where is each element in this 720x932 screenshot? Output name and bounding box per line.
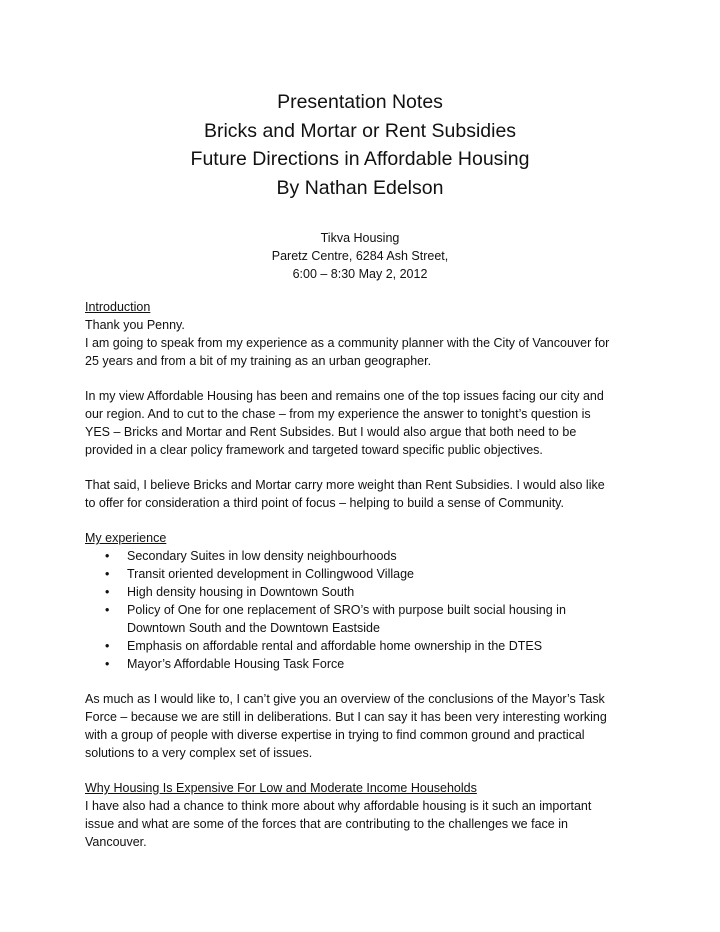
bullet-icon: • [105, 549, 110, 563]
venue-block [0, 229, 720, 283]
paragraph-line: I am going to speak from my experience as a community planner with the City of Vancouver for [85, 336, 610, 350]
title-line-4: By Nathan Edelson [276, 176, 444, 199]
bullet-icon: • [105, 657, 110, 671]
list-item-text: Policy of One for one replacement of SRO’s with purpose built social housing in [127, 603, 566, 617]
list-item [85, 655, 645, 673]
list-item [85, 565, 645, 583]
paragraph-line: Vancouver. [85, 835, 147, 849]
affordable-housing-paragraph [85, 387, 645, 459]
paragraph-line: 25 years and from a bit of my training as an urban geographer. [85, 354, 432, 368]
list-item-text: Downtown South and the Downtown Eastside [127, 621, 380, 635]
list-item [85, 547, 645, 565]
paragraph-line: Thank you Penny. [85, 318, 185, 332]
venue-time: 6:00 – 8:30 May 2, 2012 [292, 267, 428, 281]
bullet-icon: • [105, 639, 110, 653]
paragraph-line: with a group of people with diverse expertise in trying to find common ground and practical [85, 728, 585, 742]
list-item-text: Secondary Suites in low density neighbourhoods [127, 549, 397, 563]
paragraph-line: to offer for consideration a third point of focus – helping to build a sense of Community. [85, 496, 564, 510]
paragraph-gap [85, 370, 645, 387]
paragraph-line: our region. And to cut to the chase – from my experience the answer to tonight’s question is [85, 407, 591, 421]
document-title-block [0, 88, 720, 202]
experience-section [85, 529, 645, 673]
list-item [85, 601, 645, 637]
paragraph-gap [85, 512, 645, 529]
paragraph-line: provided in a clear policy framework and targeted toward specific public objectives. [85, 443, 543, 457]
task-force-paragraph [85, 690, 645, 762]
title-line-1: Presentation Notes [277, 91, 443, 113]
experience-list [85, 547, 645, 673]
why-housing-section [85, 779, 645, 851]
experience-heading: My experience [85, 531, 167, 545]
introduction-heading: Introduction [85, 300, 151, 314]
venue-address: Paretz Centre, 6284 Ash Street, [271, 249, 449, 263]
paragraph-line: That said, I believe Bricks and Mortar carry more weight than Rent Subsidies. I would also like [85, 478, 605, 492]
venue-org: Tikva Housing [320, 231, 400, 245]
title-line-2: Bricks and Mortar or Rent Subsidies [203, 119, 517, 142]
list-item-text: Transit oriented development in Collingwood Village [127, 567, 414, 581]
list-item [85, 637, 645, 655]
paragraph-gap [85, 459, 645, 476]
bullet-icon: • [105, 585, 110, 599]
bricks-and-mortar-paragraph [85, 476, 645, 512]
bullet-icon: • [105, 603, 110, 617]
paragraph-line: YES – Bricks and Mortar and Rent Subsides. But I would also argue that both need to be [85, 425, 577, 439]
paragraph-gap [85, 673, 645, 690]
title-line-3: Future Directions in Affordable Housing [190, 148, 530, 170]
introduction-section [85, 298, 645, 370]
paragraph-line: I have also had a chance to think more about why affordable housing is it such an important [85, 799, 592, 813]
paragraph-line: solutions to a very complex set of issues. [85, 746, 313, 760]
list-item-text: Emphasis on affordable rental and affordable home ownership in the DTES [127, 639, 543, 653]
paragraph-gap [85, 762, 645, 779]
paragraph-line: In my view Affordable Housing has been and remains one of the top issues facing our city and [85, 389, 604, 403]
list-item-text: High density housing in Downtown South [127, 585, 355, 599]
why-housing-heading: Why Housing Is Expensive For Low and Moderate Income Households [85, 781, 477, 795]
paragraph-line: issue and what are some of the forces that are contributing to the challenges we face in [85, 817, 568, 831]
document-body [85, 298, 645, 851]
list-item [85, 583, 645, 601]
paragraph-line: Force – because we are still in deliberations. But I can say it has been very interesting working [85, 710, 607, 724]
list-item-text: Mayor’s Affordable Housing Task Force [127, 657, 345, 671]
paragraph-line: As much as I would like to, I can’t give you an overview of the conclusions of the Mayor’s Task [85, 692, 605, 706]
bullet-icon: • [105, 567, 110, 581]
